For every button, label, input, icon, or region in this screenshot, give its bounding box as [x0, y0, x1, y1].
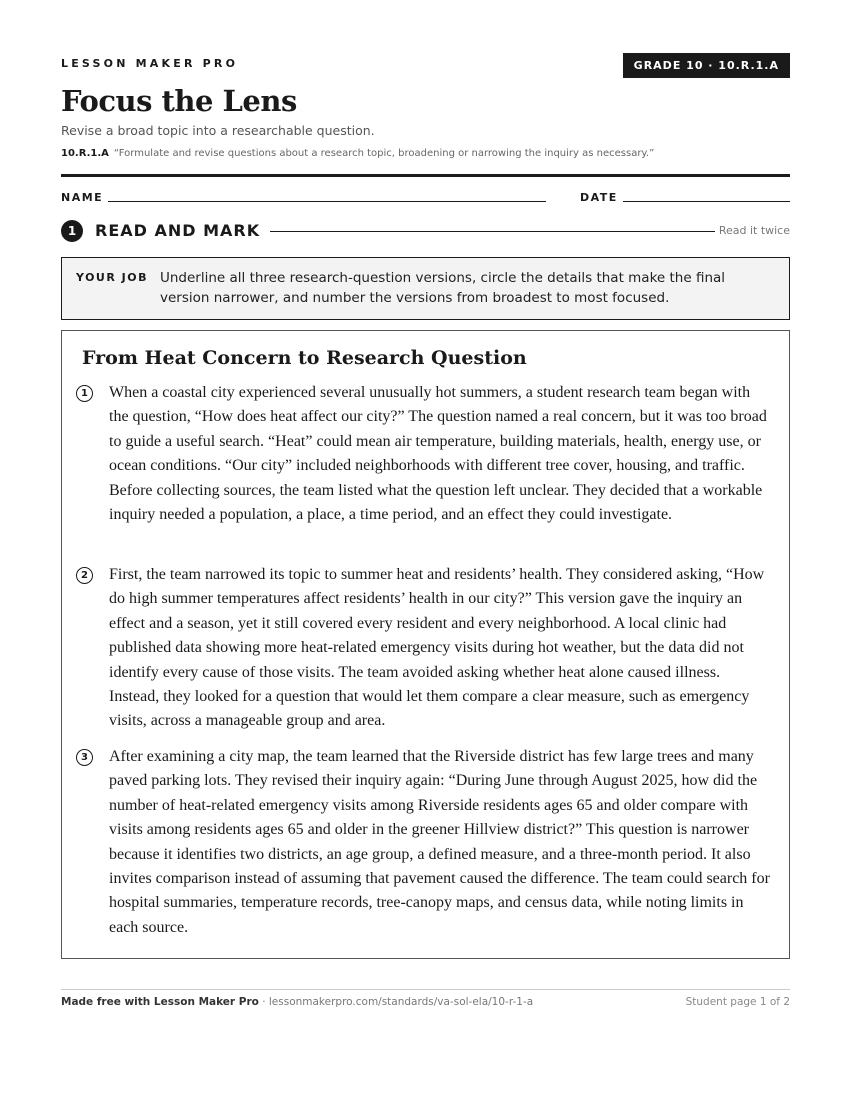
job-box — [61, 257, 790, 320]
job-instructions: Underline all three research-question versions, circle the details that make the final version narrower, and number the versions from broadest to most focused. — [160, 270, 726, 306]
name-date-row — [61, 190, 790, 206]
standard-code: 10.R.1.A — [61, 148, 109, 159]
footer-credit — [61, 996, 533, 1008]
date-field[interactable] — [623, 201, 790, 202]
standard-text: “Formulate and revise questions about a research topic, broadening or narrowing the inquiry as necessary.” — [113, 148, 655, 159]
section-title: READ AND MARK — [95, 221, 261, 240]
section-heading — [61, 219, 790, 243]
paragraph-number: 2 — [76, 567, 93, 584]
page-number: Student page 1 of 2 — [685, 996, 790, 1008]
footer-link[interactable]: · lessonmakerpro.com/standards/va-sol-ela/10-r-1-a — [258, 996, 534, 1008]
brand-name: LESSON MAKER PRO — [61, 57, 239, 70]
section-note: Read it twice — [718, 224, 790, 237]
job-label: YOUR JOB — [76, 271, 148, 284]
page-title: Focus the Lens — [61, 84, 297, 118]
paragraph-number: 3 — [76, 749, 93, 766]
reading-passage — [61, 330, 790, 959]
paragraph-number: 1 — [76, 385, 93, 402]
footer-made-by: Made free with Lesson Maker Pro — [61, 996, 259, 1008]
standard-line — [61, 148, 654, 159]
paragraph-2: First, the team narrowed its topic to summer heat and residents’ health. They considered asking, “How do high summer temperatures affect residents’ health in our city?” This version gave the inquiry an effect and a season, yet it still covered every resident and every neighborhood. A local clinic had published data showing more heat-related emergency visits during hot weather, but the data did not identify every cause of those visits. The team avoided asking whether heat alone caused illness. Instead, they looked for a question that would let them compare a clear measure, such as emergency visits, across a manageable group and area. — [109, 566, 765, 730]
header-divider — [61, 174, 790, 177]
section-rule — [270, 231, 715, 232]
grade-badge: GRADE 10 · 10.R.1.A — [623, 53, 790, 78]
paragraph-3: After examining a city map, the team learned that the Riverside district has few large trees and many paved parking lots. They revised their inquiry again: “During June through August 2025, how did the number of heat-related emergency visits among Riverside residents ages 65 and older compare with visits among residents ages 65 and older in the greener Hillview district?” This question is narrower because it identifies two districts, an age group, a defined measure, and a three-month period. It also invites comparison instead of assuming that pavement caused the difference. The team could search for hospital summaries, temperature records, tree-canopy maps, and census data, while noting limits in each source. — [109, 748, 770, 936]
date-label: DATE — [580, 191, 618, 204]
section-number: 1 — [61, 220, 83, 242]
footer-divider — [61, 989, 790, 990]
page-subtitle: Revise a broad topic into a researchable question. — [61, 123, 375, 138]
name-field[interactable] — [108, 201, 546, 202]
name-label: NAME — [61, 191, 104, 204]
passage-title: From Heat Concern to Research Question — [82, 347, 527, 369]
paragraph-1: When a coastal city experienced several unusually hot summers, a student research team began with the question, “How does heat affect our city?” The question named a real concern, but it was too broad to guide a useful search. “Heat” could mean air temperature, building materials, health, energy use, or ocean conditions. “Our city” included neighborhoods with different tree cover, housing, and traffic. Before collecting sources, the team listed what the question left unclear. They decided that a workable inquiry needed a population, a place, a time period, and an effect they could investigate. — [109, 384, 767, 524]
